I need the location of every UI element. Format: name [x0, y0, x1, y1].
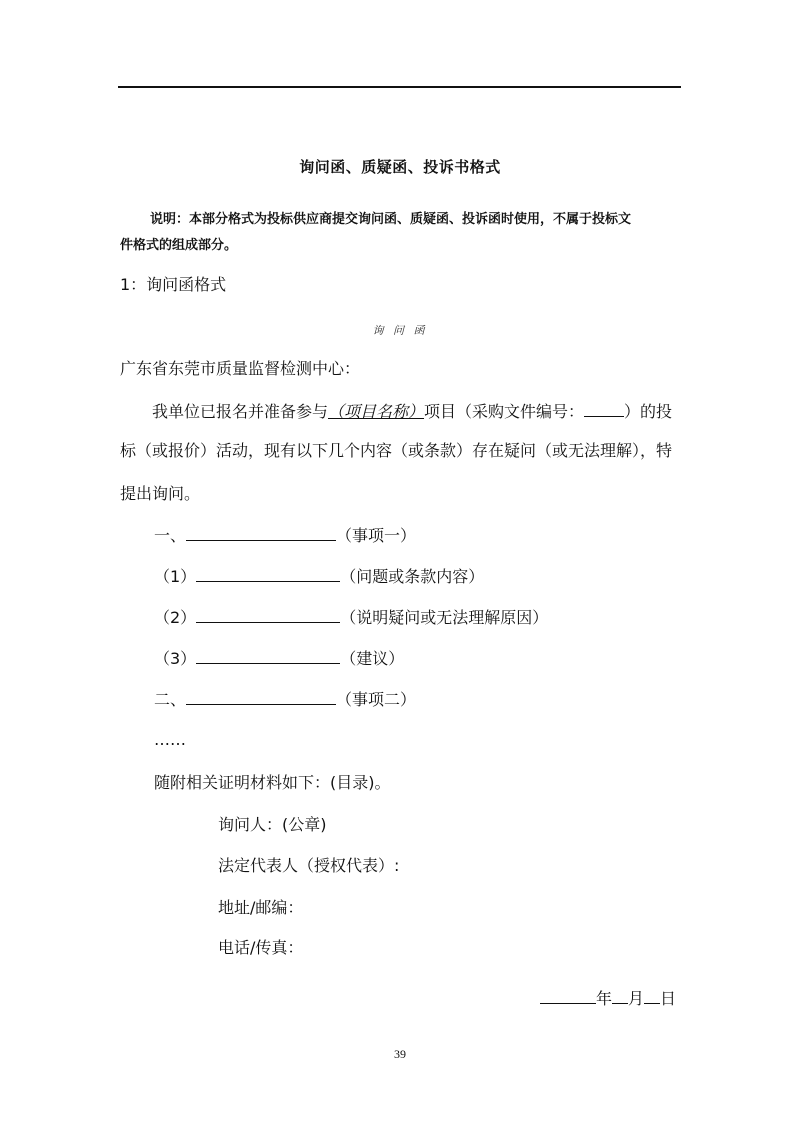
- page-number: 39: [394, 1047, 406, 1061]
- item-blank: [196, 563, 340, 582]
- project-name-placeholder: （项目名称）: [328, 402, 425, 421]
- phone-fax: 电话/传真：: [218, 938, 304, 957]
- inquirer-signature: 询问人：(公章): [218, 815, 327, 834]
- item-prefix: （1）: [154, 567, 197, 586]
- attachments-line: 随附相关证明材料如下：(目录)。: [154, 773, 391, 792]
- letter-title: 询 问 函: [372, 324, 428, 337]
- item-prefix: 二、: [154, 690, 187, 709]
- header-rule: [118, 86, 681, 88]
- paragraph-text-a: 我单位已报名并准备参与: [152, 402, 329, 421]
- month-label: 月: [628, 989, 645, 1008]
- item-suffix: （事项二）: [336, 690, 417, 709]
- item-suffix: （说明疑问或无法理解原因）: [340, 608, 549, 627]
- month-blank: [612, 985, 628, 1004]
- item-row-3: [154, 604, 548, 628]
- item-suffix: （建议）: [340, 649, 405, 668]
- ellipsis: ……: [154, 730, 186, 749]
- day-blank: [644, 985, 660, 1004]
- item-blank: [196, 645, 340, 664]
- item-blank: [186, 686, 336, 705]
- item-row-5: [154, 686, 416, 710]
- paragraph-line-1: [152, 398, 672, 422]
- paragraph-text-b: 项目（采购文件编号：: [424, 402, 585, 421]
- year-label: 年: [596, 989, 613, 1008]
- date-line: [540, 985, 676, 1009]
- item-prefix: （3）: [154, 649, 197, 668]
- year-blank: [540, 985, 596, 1004]
- paragraph-line-3: 提出询问。: [120, 484, 201, 503]
- paragraph-line-2: 标（或报价）活动，现有以下几个内容（或条款）存在疑问（或无法理解），特: [120, 441, 673, 460]
- file-number-blank: [584, 398, 624, 417]
- item-prefix: （2）: [154, 608, 197, 627]
- paragraph-text-c: ）的投: [624, 402, 673, 421]
- item-blank: [196, 604, 340, 623]
- address-postcode: 地址/邮编：: [218, 898, 304, 917]
- item-row-1: [154, 522, 416, 546]
- item-suffix: （事项一）: [336, 526, 417, 545]
- item-blank: [186, 522, 336, 541]
- day-label: 日: [660, 989, 677, 1008]
- document-title: 询问函、质疑函、投诉书格式: [299, 158, 501, 176]
- addressee: 广东省东莞市质量监督检测中心：: [120, 359, 361, 378]
- section-heading: 1：询问函格式: [120, 275, 227, 294]
- item-row-2: [154, 563, 484, 587]
- item-prefix: 一、: [154, 526, 187, 545]
- note-line-2: 件格式的组成部分。: [120, 238, 238, 253]
- item-suffix: （问题或条款内容）: [340, 567, 485, 586]
- item-row-4: [154, 645, 404, 669]
- legal-representative: 法定代表人（授权代表）:: [218, 856, 400, 875]
- note-line-1: 说明：本部分格式为投标供应商提交询问函、质疑函、投诉函时使用，不属于投标文: [150, 212, 632, 227]
